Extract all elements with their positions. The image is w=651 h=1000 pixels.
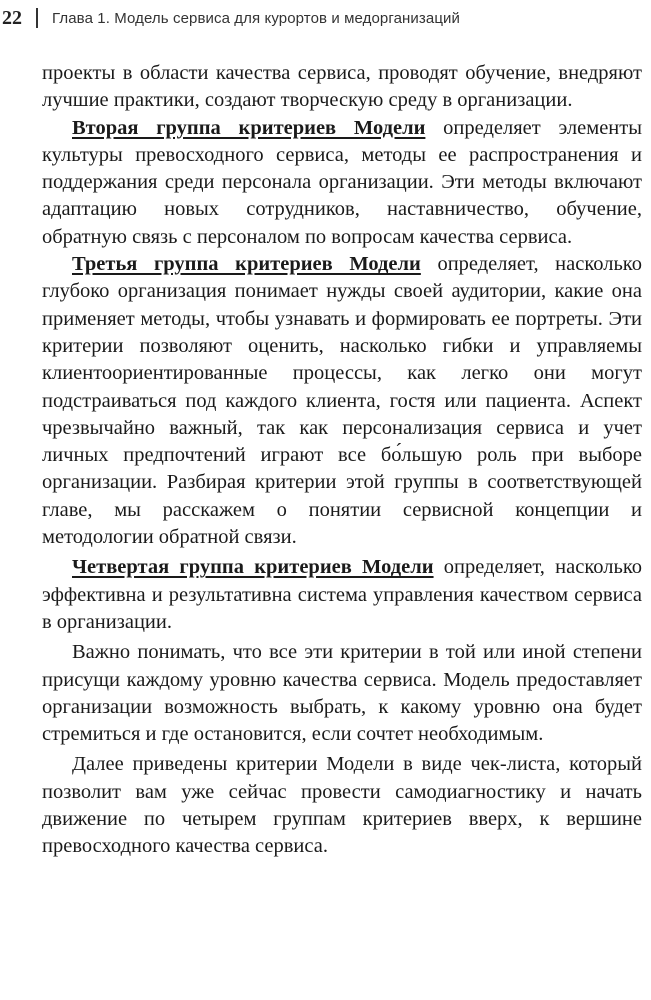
paragraph-text: Далее приведены критерии Модели в виде чек-листа, который позволит вам уже сейчас провести самодиагностику и начать движение по четырем группам критериев вверх, к вершине превосходного качества сервиса. xyxy=(42,753,642,858)
criteria-group-heading: Третья группа критериев Модели xyxy=(72,253,421,276)
paragraph-text: определяет, насколько эффективна и результативна система управления качеством сервиса в организации. xyxy=(42,556,642,633)
paragraph-text: проекты в области качества сервиса, проводят обучение, внедряют лучшие практики, создают творческую среду в организации. xyxy=(42,62,642,112)
paragraph-text: определяет элементы культуры превосходного сервиса, методы ее распространения и поддержания среди персонала организации. Эти методы включают адаптацию новых сотрудников, наставничество, обучение, обратную связь с персоналом по вопросам качества сервиса. xyxy=(42,116,643,248)
criteria-group-heading: Четвертая группа критериев Модели xyxy=(72,556,434,579)
paragraph-levels xyxy=(42,639,642,748)
paragraph-continuation xyxy=(42,60,642,115)
header-divider xyxy=(36,8,38,28)
body-text xyxy=(42,60,642,861)
paragraph-checklist xyxy=(42,751,642,860)
paragraph-text: Важно понимать, что все эти критерии в той или иной степени присущи каждому уровню качества сервиса. Модель предоставляет организации возможность выбрать, к какому уровню она будет стремиться и где остановится, если сочтет необходимым. xyxy=(42,641,642,746)
page-number: 22 xyxy=(2,6,22,29)
paragraph-fourth-group xyxy=(42,554,642,636)
running-header xyxy=(0,4,460,32)
paragraph-second-group xyxy=(42,115,642,251)
chapter-title: Глава 1. Модель сервиса для курортов и медорганизаций xyxy=(52,9,460,27)
paragraph-text: определяет, насколько глубоко организация понимает нужды своей аудитории, какие она применяет методы, чтобы узнавать и формировать ее портреты. Эти критерии позволяют оценить, насколько гибки и управляемы клиентоориентированные процессы, как легко они могут подстраиваться под каждого клиента, гостя или пациента. Аспект чрезвычайно важный, так как персонализация сервиса и учет личных предпочтений играют все бо́льшую роль при выборе организации. Разбирая критерии этой группы в соответствующей главе, мы расскажем о понятии сервисной концепции и методологии обратной связи. xyxy=(42,253,642,549)
paragraph-third-group xyxy=(42,251,642,551)
criteria-group-heading: Вторая группа критериев Модели xyxy=(72,116,426,139)
